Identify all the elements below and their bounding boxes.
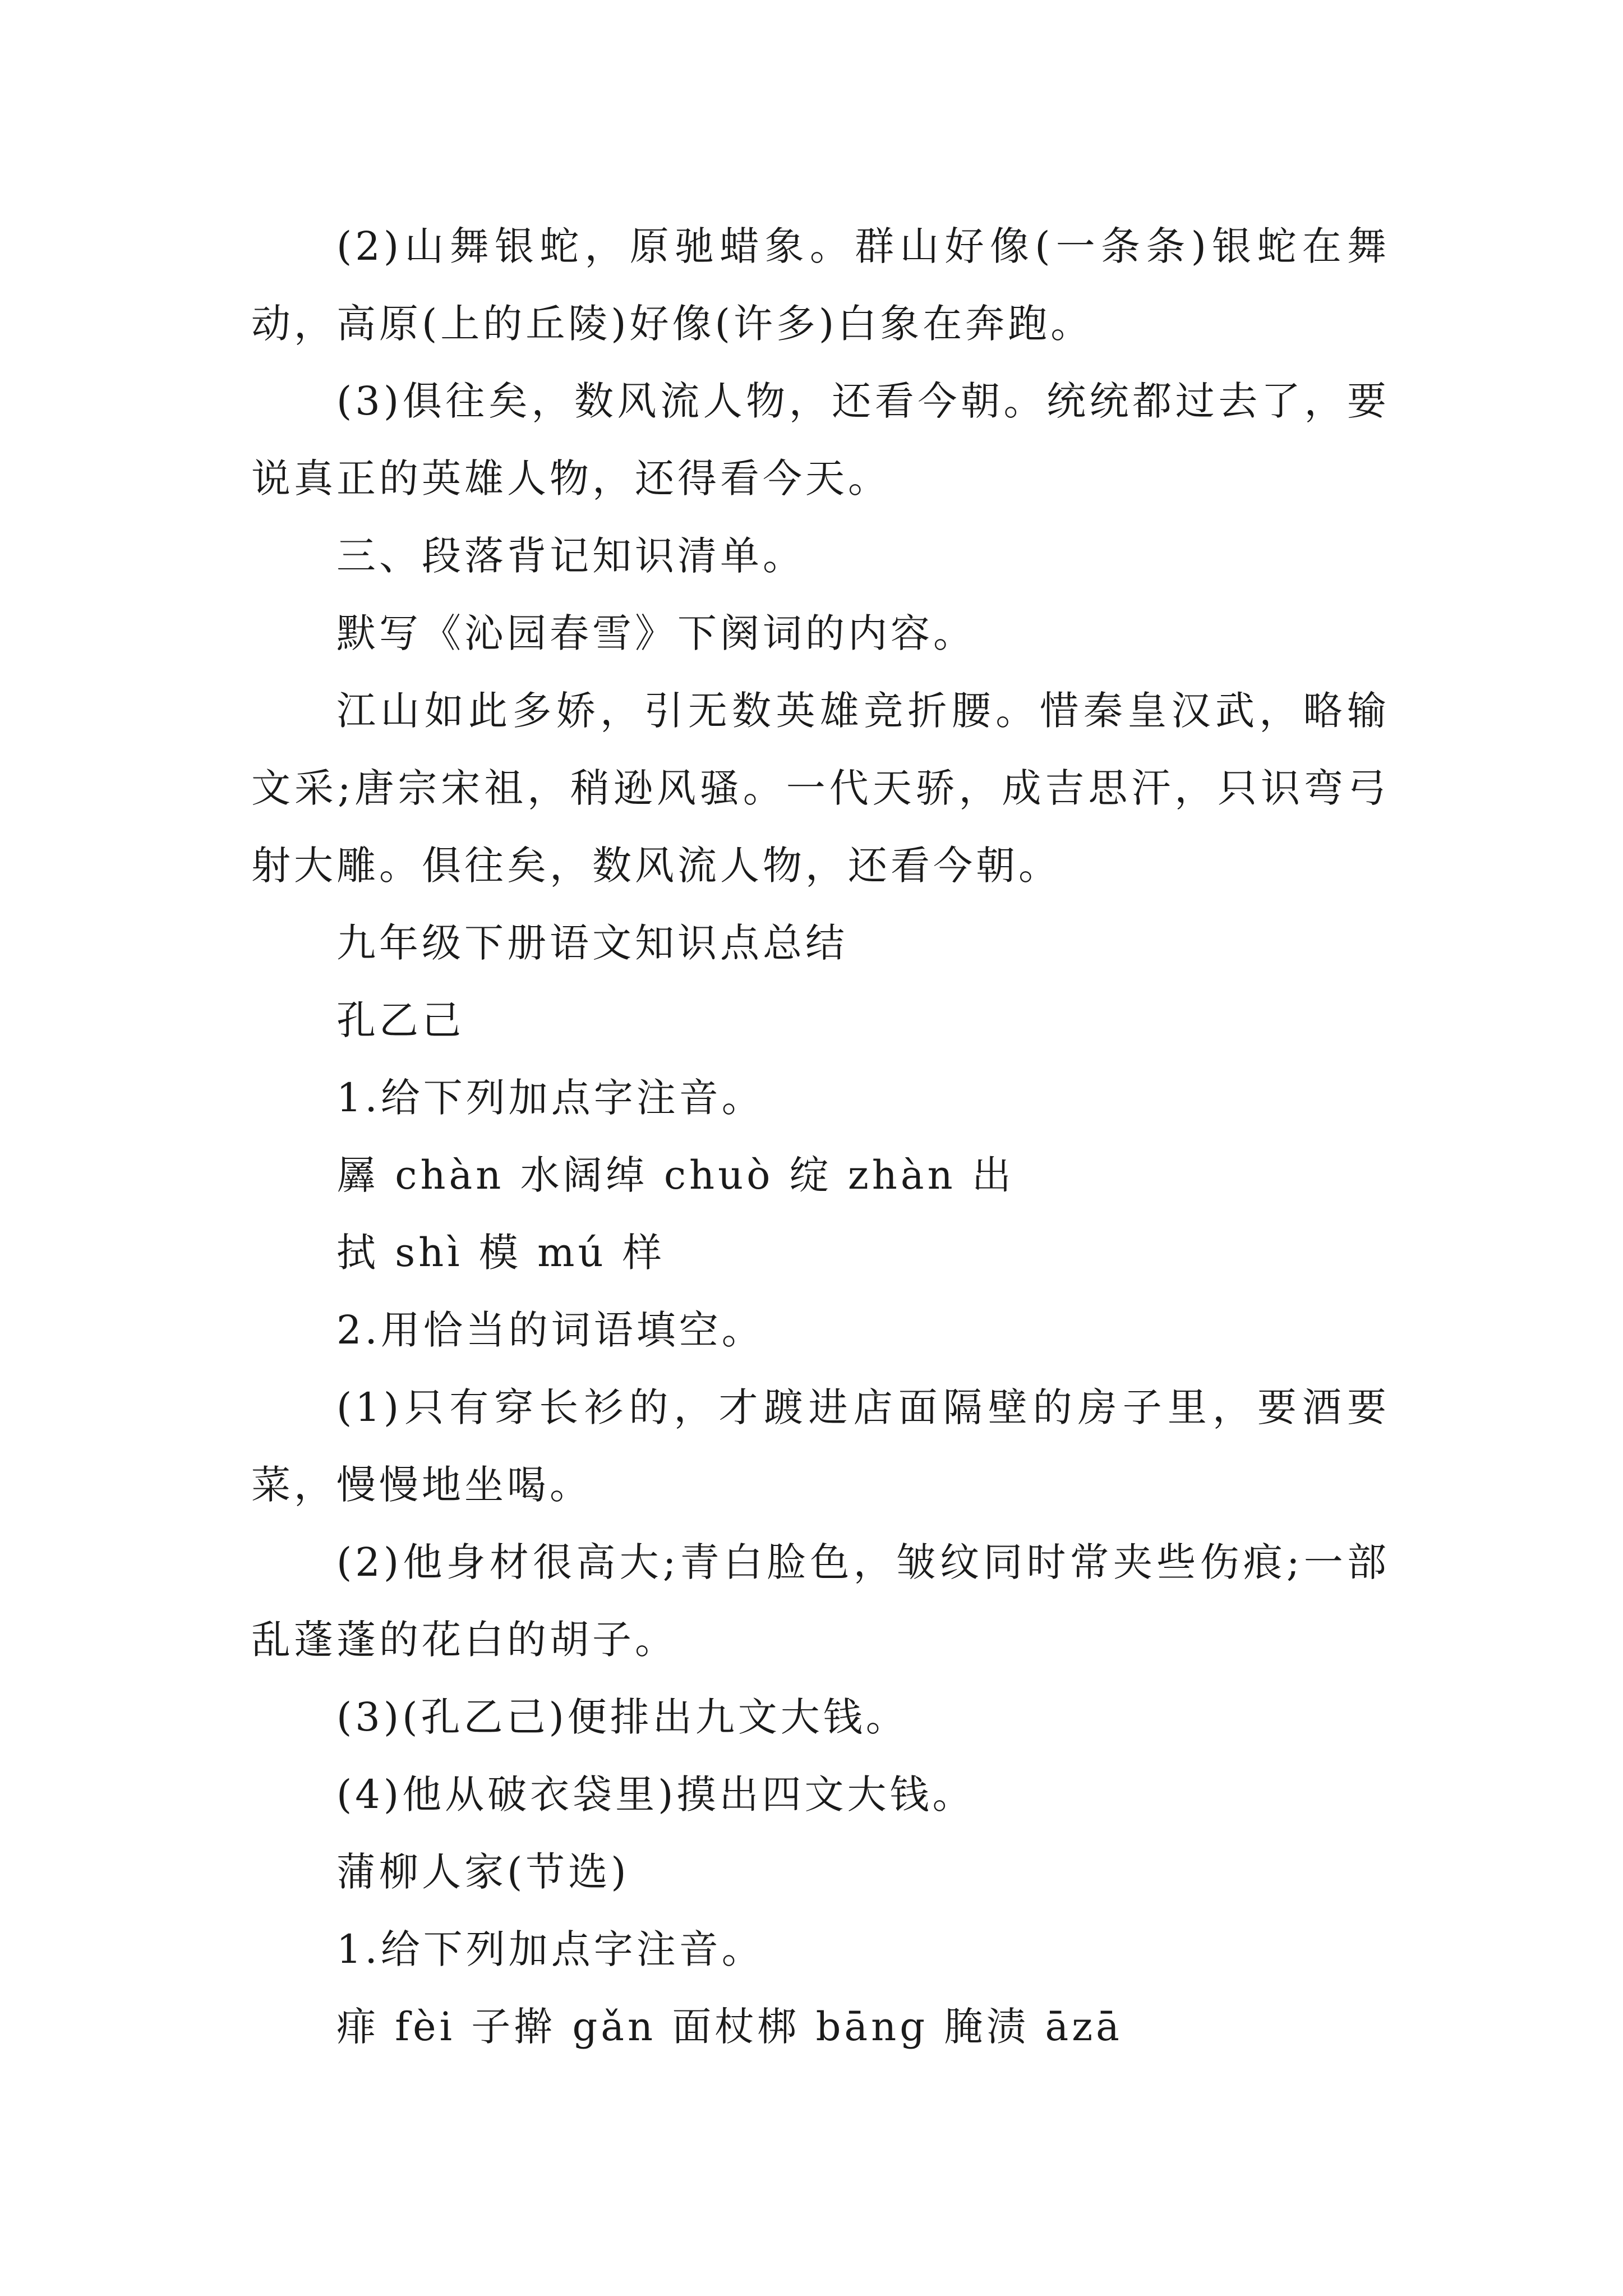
pinyin-line-1: 羼 chàn 水阔绰 chuò 绽 zhàn 出	[336, 1152, 1015, 1198]
pinyin-line-3: 痱 fèi 子擀 gǎn 面杖梆 bāng 腌渍 āzā	[336, 2004, 1123, 2050]
lesson-title-kong-yiji: 孔乙己	[336, 997, 464, 1043]
fill-item-4: (4)他从破衣袋里)摸出四文大钱。	[336, 1772, 975, 1818]
fill-item-3: (3)(孔乙己)便排出九文大钱。	[336, 1694, 909, 1740]
lesson-title-puliu-renjia: 蒲柳人家(节选)	[336, 1849, 630, 1895]
paragraph-poem-text: 江山如此多娇，引无数英雄竞折腰。惜秦皇汉武，略输文采;唐宗宋祖，稍逊风骚。一代天骄，成吉思汗，只识弯弓射大雕。俱往矣，数风流人物，还看今朝。	[251, 688, 1390, 889]
pinyin-line-2: 拭 shì 模 mú 样	[336, 1230, 665, 1276]
exercise-pinyin-heading-2: 1.给下列加点字注音。	[336, 1926, 764, 1972]
fill-item-1: (1)只有穿长衫的，才踱进店面隔壁的房子里，要酒要菜，慢慢地坐喝。	[251, 1384, 1390, 1508]
document-body	[251, 208, 1390, 2065]
exercise-fill-heading: 2.用恰当的词语填空。	[336, 1307, 764, 1353]
fill-item-2: (2)他身材很高大;青白脸色，皱纹同时常夹些伤痕;一部乱蓬蓬的花白的胡子。	[251, 1539, 1390, 1663]
paragraph-poem-line-2: (2)山舞银蛇，原驰蜡象。群山好像(一条条)银蛇在舞动，高原(上的丘陵)好像(许多)白象在奔跑。	[251, 223, 1390, 347]
section-title-summary: 九年级下册语文知识点总结	[336, 920, 848, 966]
exercise-pinyin-heading: 1.给下列加点字注音。	[336, 1075, 764, 1121]
paragraph-dictation-prompt: 默写《沁园春雪》下阕词的内容。	[336, 610, 976, 656]
section-heading-recitation: 三、段落背记知识清单。	[336, 533, 805, 579]
paragraph-poem-line-3: (3)俱往矣，数风流人物，还看今朝。统统都过去了，要说真正的英雄人物，还得看今天。	[251, 378, 1390, 501]
